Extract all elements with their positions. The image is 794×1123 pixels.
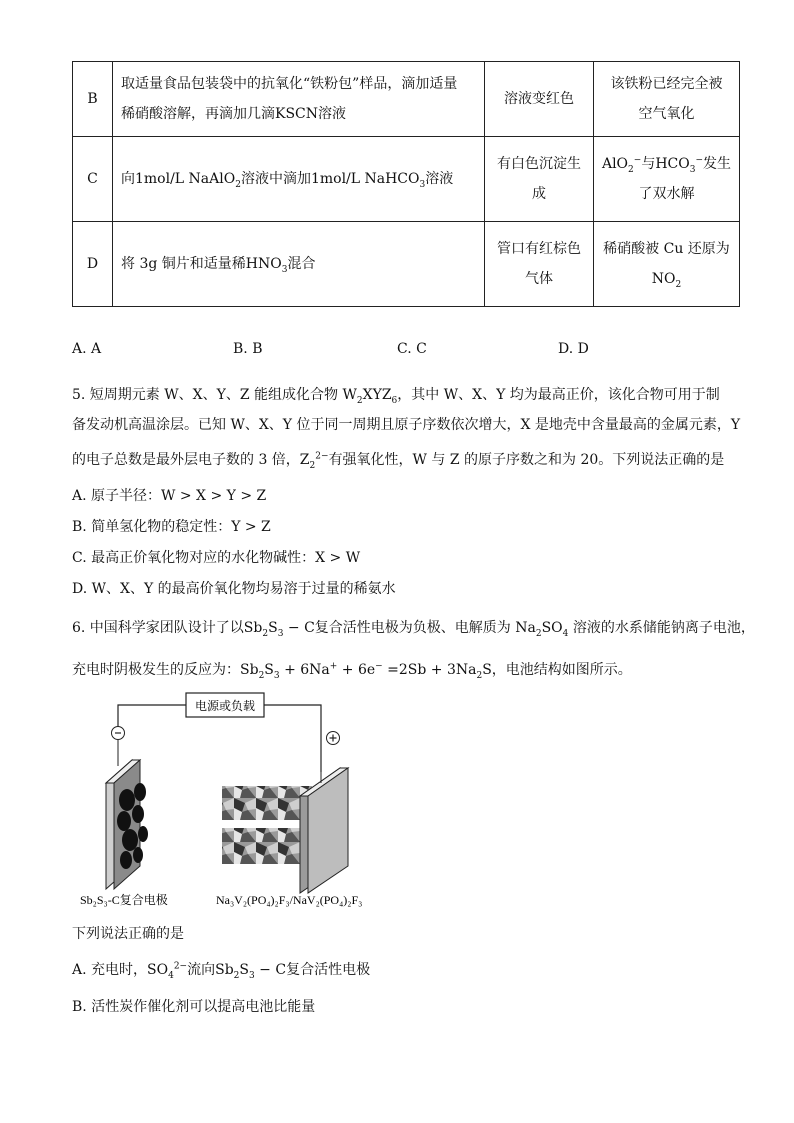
choice-d: D. D — [558, 341, 589, 357]
conclusion-cell — [594, 137, 740, 222]
phenomenon-text: 成 — [532, 186, 546, 202]
table-row — [73, 62, 740, 137]
experiment-table — [72, 61, 740, 307]
option-cell: C — [73, 137, 113, 222]
text: S，电池结构如图所示。 — [482, 662, 632, 678]
text: 有强氧化性，W 与 Z 的原子序数之和为 20。下列说法正确的是 — [328, 452, 725, 468]
phenomenon-text: 有白色沉淀生 — [497, 156, 581, 172]
text: − C复合活性电极 — [254, 962, 371, 978]
chem-formula: NO — [651, 271, 676, 287]
chem-formula: + 6e — [337, 662, 376, 678]
q5-option-d: D. W、X、Y 的最高价氧化物均易溶于过量的稀氨水 — [72, 581, 396, 597]
q6-option-a: A. 充电时，$SO_4^{2-}$流向$Sb_2S_3 - C$复合活性电极 — [72, 961, 371, 981]
phenomenon-cell: 溶液变红色 — [485, 62, 594, 137]
battery-diagram — [80, 688, 400, 913]
text: ，其中 W、X、Y 均为最高正价，该化合物可用于制 — [397, 387, 720, 403]
q6-prompt: 下列说法正确的是 — [72, 926, 184, 942]
text: 6. 中国科学家团队设计了以Sb — [72, 620, 263, 636]
q6-stem-line2: 充电时阴极发生的反应为：$Sb_2S_3 + 6Na^+ + 6e^- =2Sb + 3Na_2S$，电池结构如图所示。 — [72, 661, 632, 681]
conclusion-text: 了双水解 — [638, 186, 695, 202]
chem-formula: XYZ — [362, 387, 392, 403]
q5-option-b: B. 简单氢化物的稳定性：Y > Z — [72, 519, 271, 535]
operation-text: 稀硝酸溶解，再滴加几滴KSCN溶液 — [121, 106, 347, 122]
chem-formula: S — [239, 962, 249, 978]
chem-formula: SO — [541, 620, 563, 636]
phenomenon-cell — [485, 137, 594, 222]
power-load-label: 电源或负载 — [194, 699, 256, 713]
conclusion-text: AlO$_2$−与$HCO_3^-$发生 — [601, 155, 732, 175]
q5-option-a: A. 原子半径：W > X > Y > Z — [72, 488, 267, 504]
battery-diagram-svg — [80, 688, 400, 913]
text: − C复合活性电极为负极、电解质为 Na — [283, 620, 536, 636]
operation-text: 溶液 — [425, 171, 454, 187]
operation-cell: 将 3g 铜片和适量稀$HNO_3$混合 — [113, 222, 485, 307]
conclusion-cell — [594, 222, 740, 307]
chem-formula: + 6Na — [279, 662, 330, 678]
cathode-crystal-lower — [222, 828, 312, 864]
choice-b: B. B — [233, 341, 263, 357]
q5-stem-line1: 5. 短周期元素 W、X、Y、Z 能组成化合物 $W_2XYZ_6$，其中 W、X、Y 均为最高正价，该化合物可用于制 — [72, 387, 720, 406]
option-cell: B — [73, 62, 113, 137]
choice-c: C. C — [397, 341, 427, 357]
text: 的电子总数是最外层电子数的 3 倍，Z — [72, 452, 310, 468]
chem-formula: 与HCO — [641, 156, 690, 172]
right-wire — [264, 705, 321, 772]
option-cell: D — [73, 222, 113, 307]
operation-text: 将 3g 铜片和适量稀HNO — [121, 256, 282, 272]
conclusion-text: 空气氧化 — [638, 106, 695, 122]
chem-formula: AlO — [601, 156, 629, 172]
q6-stem-line1: 6. 中国科学家团队设计了以$Sb_2S_3 - C$复合活性电极为负极、电解质为 $Na_2SO_4$ 溶液的水系储能钠离子电池， — [72, 620, 755, 639]
conclusion-text: 该铁粉已经完全被 — [610, 76, 723, 92]
table-row — [73, 222, 740, 307]
operation-cell — [113, 62, 485, 137]
chem-formula: S — [264, 662, 274, 678]
text: 溶液的水系储能钠离子电池， — [568, 620, 755, 636]
operation-cell: 向1mol/L NaAlO$_2$溶液中滴加1mol/L NaHCO$_3$溶液 — [113, 137, 485, 222]
conclusion-text: 稀硝酸被 Cu 还原为 — [603, 241, 730, 257]
chem-formula: S — [268, 620, 278, 636]
cathode-crystal-upper — [222, 786, 312, 820]
operation-text: 取适量食品包装袋中的抗氧化“铁粉包”样品，滴加适量 — [121, 76, 458, 92]
choice-a: A. A — [72, 341, 102, 357]
operation-text: 混合 — [287, 256, 316, 272]
operation-text: 溶液中滴加1mol/L NaHCO — [240, 171, 420, 187]
conclusion-cell — [594, 62, 740, 137]
text: A. 充电时，SO — [72, 962, 169, 978]
text: 流向Sb — [187, 962, 234, 978]
text: 充电时阴极发生的反应为：Sb — [72, 662, 259, 678]
left-wire — [118, 705, 186, 732]
conclusion-text: 发生 — [703, 156, 732, 172]
left-electrode-label: Sb₂S₃-C复合电极 — [80, 893, 168, 907]
phenomenon-cell — [485, 222, 594, 307]
q5-stem-line3: 的电子总数是最外层电子数的 3 倍，$Z_2^{2-}$有强氧化性，W 与 Z 的原子序数之和为 20。下列说法正确的是 — [72, 451, 725, 471]
right-electrode-label: Na₃V₂(PO₄)₂F₃/NaV₂(PO₄)₂F₃ — [216, 893, 363, 907]
q5-option-c: C. 最高正价氧化物对应的水化物碱性：X > W — [72, 550, 361, 566]
text: 5. 短周期元素 W、X、Y、Z 能组成化合物 W — [72, 387, 357, 403]
table-row — [73, 137, 740, 222]
conclusion-text: $NO_2$ — [651, 271, 682, 290]
phenomenon-text: 管口有红棕色 — [497, 241, 581, 257]
q6-option-b: B. 活性炭作催化剂可以提高电池比能量 — [72, 999, 316, 1015]
chem-formula: =2Sb + 3Na — [382, 662, 477, 678]
phenomenon-text: 气体 — [525, 271, 553, 287]
operation-text: 向1mol/L NaAlO — [121, 171, 236, 187]
q5-stem-line2: 备发动机高温涂层。已知 W、X、Y 位于同一周期且原子序数依次增大，X 是地壳中含量最高的金属元素，Y — [72, 417, 741, 433]
